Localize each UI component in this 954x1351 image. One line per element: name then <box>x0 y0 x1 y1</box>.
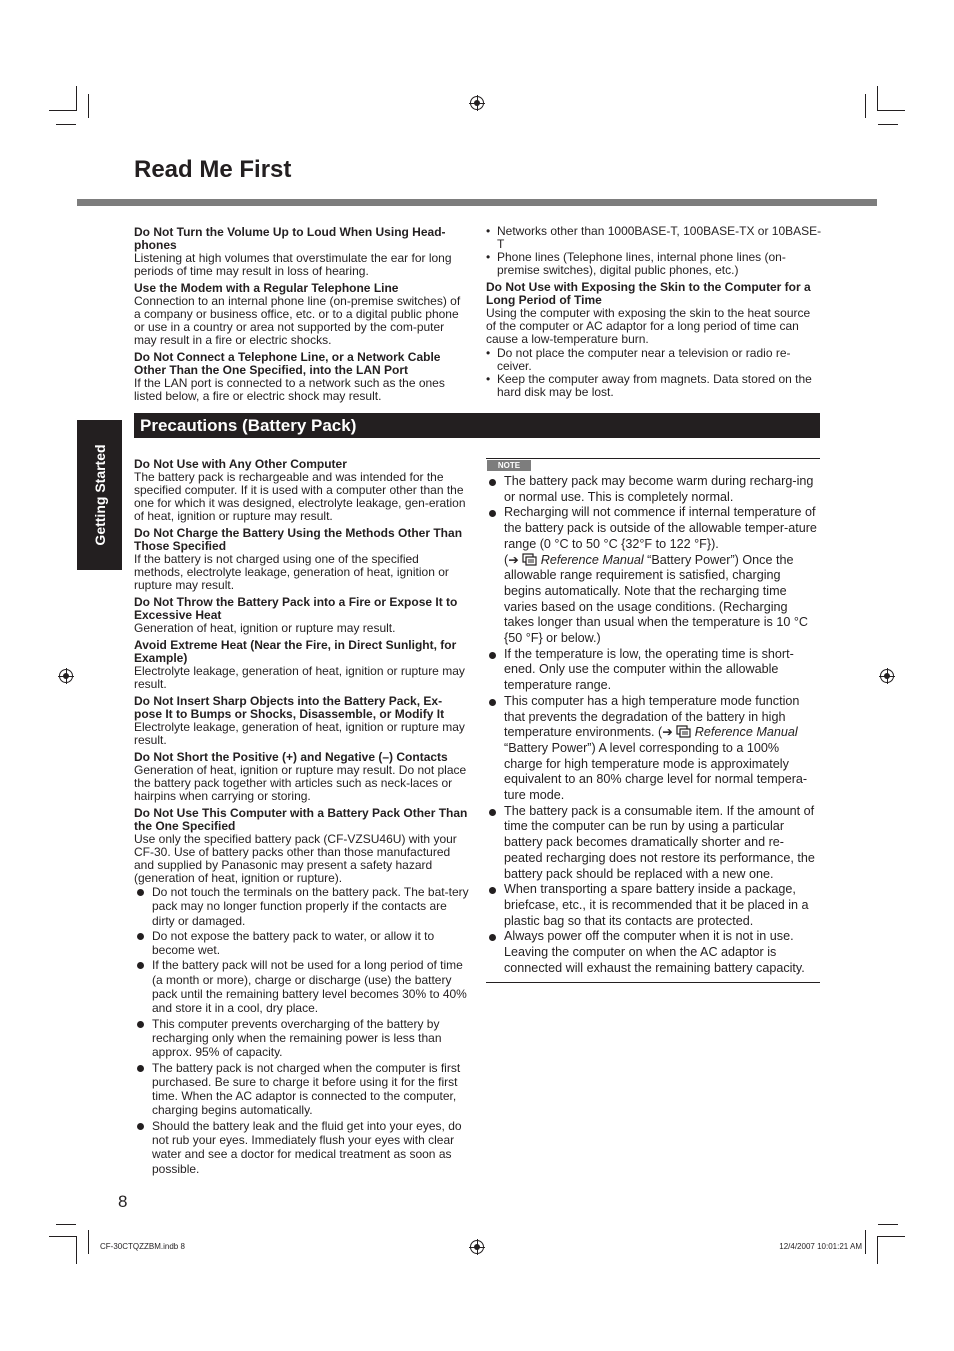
crop-mark <box>76 1236 77 1264</box>
page-title: Read Me First <box>134 156 292 183</box>
list-item: The battery pack is a consumable item. If the amount of time the computer can be run by using a particular battery pack becomes dramatically shorter and re-peated recharging does not restore its performance, the battery pack should be replaced with a new one. <box>486 804 820 883</box>
crop-mark <box>56 1224 76 1225</box>
crop-mark <box>878 1224 898 1225</box>
section-heading: Avoid Extreme Heat (Near the Fire, in Direct Sunlight, for Example) <box>134 638 457 665</box>
section-text: Using the computer with exposing the skin to the heat source of the computer or AC adaptor for a long period of time can cause a low-temperature burn. <box>486 306 811 346</box>
crop-mark <box>877 1236 878 1264</box>
side-tab-label: Getting Started <box>91 444 108 546</box>
section-title: Precautions (Battery Pack) <box>134 413 820 438</box>
crop-mark <box>865 1230 866 1254</box>
list-item: Do not touch the terminals on the battery pack. The bat-tery pack may no longer function properly if the contacts are dirty or damaged. <box>134 885 470 928</box>
section-heading: Do Not Use This Computer with a Battery Pack Other Than the One Specified <box>134 806 468 833</box>
list-item: The battery pack is not charged when the computer is first purchased. Be sure to charge it before using it for the first time. When the AC adaptor is connected to the computer, charging begins automatically. <box>134 1061 470 1118</box>
crop-mark <box>865 94 866 118</box>
note-top-rule <box>486 458 820 459</box>
list-item: This computer prevents overcharging of the battery by recharging only when the remaining power is less than approx. 95% of capacity. <box>134 1017 470 1060</box>
list-item <box>486 694 820 804</box>
section-text: If the LAN port is connected to a network such as the ones listed below, a fire or electric shock may result. <box>134 376 445 403</box>
section-text: The battery pack is rechargeable and was intended for the specified computer. If it is used with a computer other than the one for which it was designed, electrolyte leakage, gen-eration of heat, ignition or rupture may result. <box>134 470 466 523</box>
crop-mark <box>878 1236 905 1237</box>
reference-manual-label: Reference Manual <box>540 552 644 567</box>
network-list <box>486 225 822 277</box>
list-item: If the battery pack will not be used for a long period of time (a month or more), charge or discharge (use) the battery pack until the remaining battery level becomes 30% to 40% and store it in a cool, dry place. <box>134 958 470 1015</box>
list-item <box>486 505 820 646</box>
section-text: If the battery is not charged using one of the specified methods, electrolyte leakage, generation of heat, ignition or rupture may result. <box>134 552 449 592</box>
section-heading: Do Not Use with Any Other Computer <box>134 457 347 471</box>
crop-mark <box>49 110 76 111</box>
section-text: Electrolyte leakage, generation of heat, ignition or rupture may result. <box>134 664 465 691</box>
note-text: “Battery Power”) Once the allowable range requirement is satisfied, charging begins automatically. Note that the recharging time varies based on the usage conditions. (Recharging takes longer than usual when the temperature is 10 °C {50 °F} or below.) <box>504 552 808 646</box>
battery-left-column <box>134 458 470 1177</box>
section-heading: Do Not Turn the Volume Up to Loud When Using Head-phones <box>134 225 446 252</box>
section-heading: Do Not Short the Positive (+) and Negative (–) Contacts <box>134 750 448 764</box>
list-item: If the temperature is low, the operating time is short-ened. Only use the computer within the allowable temperature range. <box>486 647 820 694</box>
crop-mark <box>877 86 878 111</box>
crop-mark <box>878 124 898 125</box>
section-text: Electrolyte leakage, generation of heat, ignition or rupture may result. <box>134 720 465 747</box>
section-heading: Do Not Charge the Battery Using the Methods Other Than Those Specified <box>134 526 463 553</box>
side-tab <box>77 420 122 570</box>
page-number: 8 <box>118 1192 128 1211</box>
crop-mark <box>88 94 89 118</box>
note-column <box>486 474 820 977</box>
note-label: NOTE <box>487 460 531 471</box>
section-heading: Do Not Insert Sharp Objects into the Battery Pack, Ex-pose It to Bumps or Shocks, Disassemble, or Modify It <box>134 694 445 721</box>
section-heading: Do Not Connect a Telephone Line, or a Network Cable Other Than the One Specified, into the LAN Port <box>134 350 441 377</box>
top-right-column <box>486 225 822 403</box>
note-list <box>486 474 820 977</box>
section-heading: Do Not Use with Exposing the Skin to the Computer for a Long Period of Time <box>486 280 811 307</box>
skin-list <box>486 347 822 399</box>
reference-manual-icon <box>676 725 691 738</box>
list-item: Always power off the computer when it is not in use. Leaving the computer on when the AC adaptor is connected will exhaust the remaining battery capacity. <box>486 929 820 976</box>
battery-bullet-list <box>134 885 470 1176</box>
section-text: Generation of heat, ignition or rupture may result. <box>134 621 396 635</box>
note-text: “Battery Power”) A level corresponding to a 100% charge for high temperature mode is approximately equivalent to an 80% charge level for normal tempera-ture mode. <box>504 740 808 803</box>
list-item: • Do not place the computer near a television or radio re-ceiver. <box>486 347 822 373</box>
crop-mark <box>49 1236 76 1237</box>
footer-file-name: CF-30CTQZZBM.indb 8 <box>100 1242 185 1251</box>
reference-manual-label: Reference Manual <box>694 725 798 740</box>
crop-mark <box>76 86 77 111</box>
note-arrow: (➔ <box>504 552 519 567</box>
registration-mark-icon <box>880 669 894 683</box>
footer-timestamp: 12/4/2007 10:01:21 AM <box>779 1242 862 1251</box>
note-bottom-rule <box>486 982 820 983</box>
section-text: Use only the specified battery pack (CF-VZSU46U) with your CF-30. Use of battery packs other than those manufactured and supplied by Panasonic may present a safety hazard (generation of heat, ignition or rupture). <box>134 832 457 885</box>
list-item: • Keep the computer away from magnets. Data stored on the hard disk may be lost. <box>486 373 822 399</box>
list-item: • Phone lines (Telephone lines, internal phone lines (on-premise switches), digital public phones, etc.) <box>486 251 822 277</box>
section-text: Generation of heat, ignition or rupture may result. Do not place the battery pack together with articles such as neck-laces or hairpins when carrying or storing. <box>134 763 467 803</box>
registration-mark-icon <box>470 96 484 110</box>
section-heading: Use the Modem with a Regular Telephone Line <box>134 281 399 295</box>
crop-mark <box>878 110 905 111</box>
title-rule <box>77 199 877 206</box>
registration-mark-icon <box>59 669 73 683</box>
registration-mark-icon <box>470 1240 484 1254</box>
section-text: Listening at high volumes that overstimulate the ear for long periods of time may result in loss of hearing. <box>134 251 452 278</box>
list-item: When transporting a spare battery inside a package, briefcase, etc., it is recommended that it be placed in a plastic bag so that its contacts are protected. <box>486 882 820 929</box>
note-text: Recharging will not commence if internal temperature of the battery pack is outside of the allowable temper-ature range (0 °C to 50 °C {32°F to 122 °F}). <box>504 505 817 551</box>
crop-mark <box>56 124 76 125</box>
list-item: The battery pack may become warm during recharg-ing or normal use. This is completely normal. <box>486 474 820 505</box>
list-item: • Networks other than 1000BASE-T, 100BASE-TX or 10BASE-T <box>486 225 822 251</box>
note-text: This computer has a high temperature mode function that prevents the degradation of the battery in high temperature environments. (➔ <box>504 693 800 740</box>
section-heading: Do Not Throw the Battery Pack into a Fire or Expose It to Excessive Heat <box>134 595 458 622</box>
reference-manual-icon <box>522 553 537 566</box>
crop-mark <box>88 1230 89 1254</box>
section-text: Connection to an internal phone line (on-premise switches) of a company or business office, etc. or to a digital public phone or use in a country or area not supported by the com-puter may result in a fire or electric shocks. <box>134 294 461 347</box>
list-item: Should the battery leak and the fluid get into your eyes, do not rub your eyes. Immediately flush your eyes with clear water and see a doctor for medical treatment as soon as possible. <box>134 1119 470 1176</box>
top-left-column <box>134 226 467 407</box>
list-item: Do not expose the battery pack to water, or allow it to become wet. <box>134 929 470 958</box>
